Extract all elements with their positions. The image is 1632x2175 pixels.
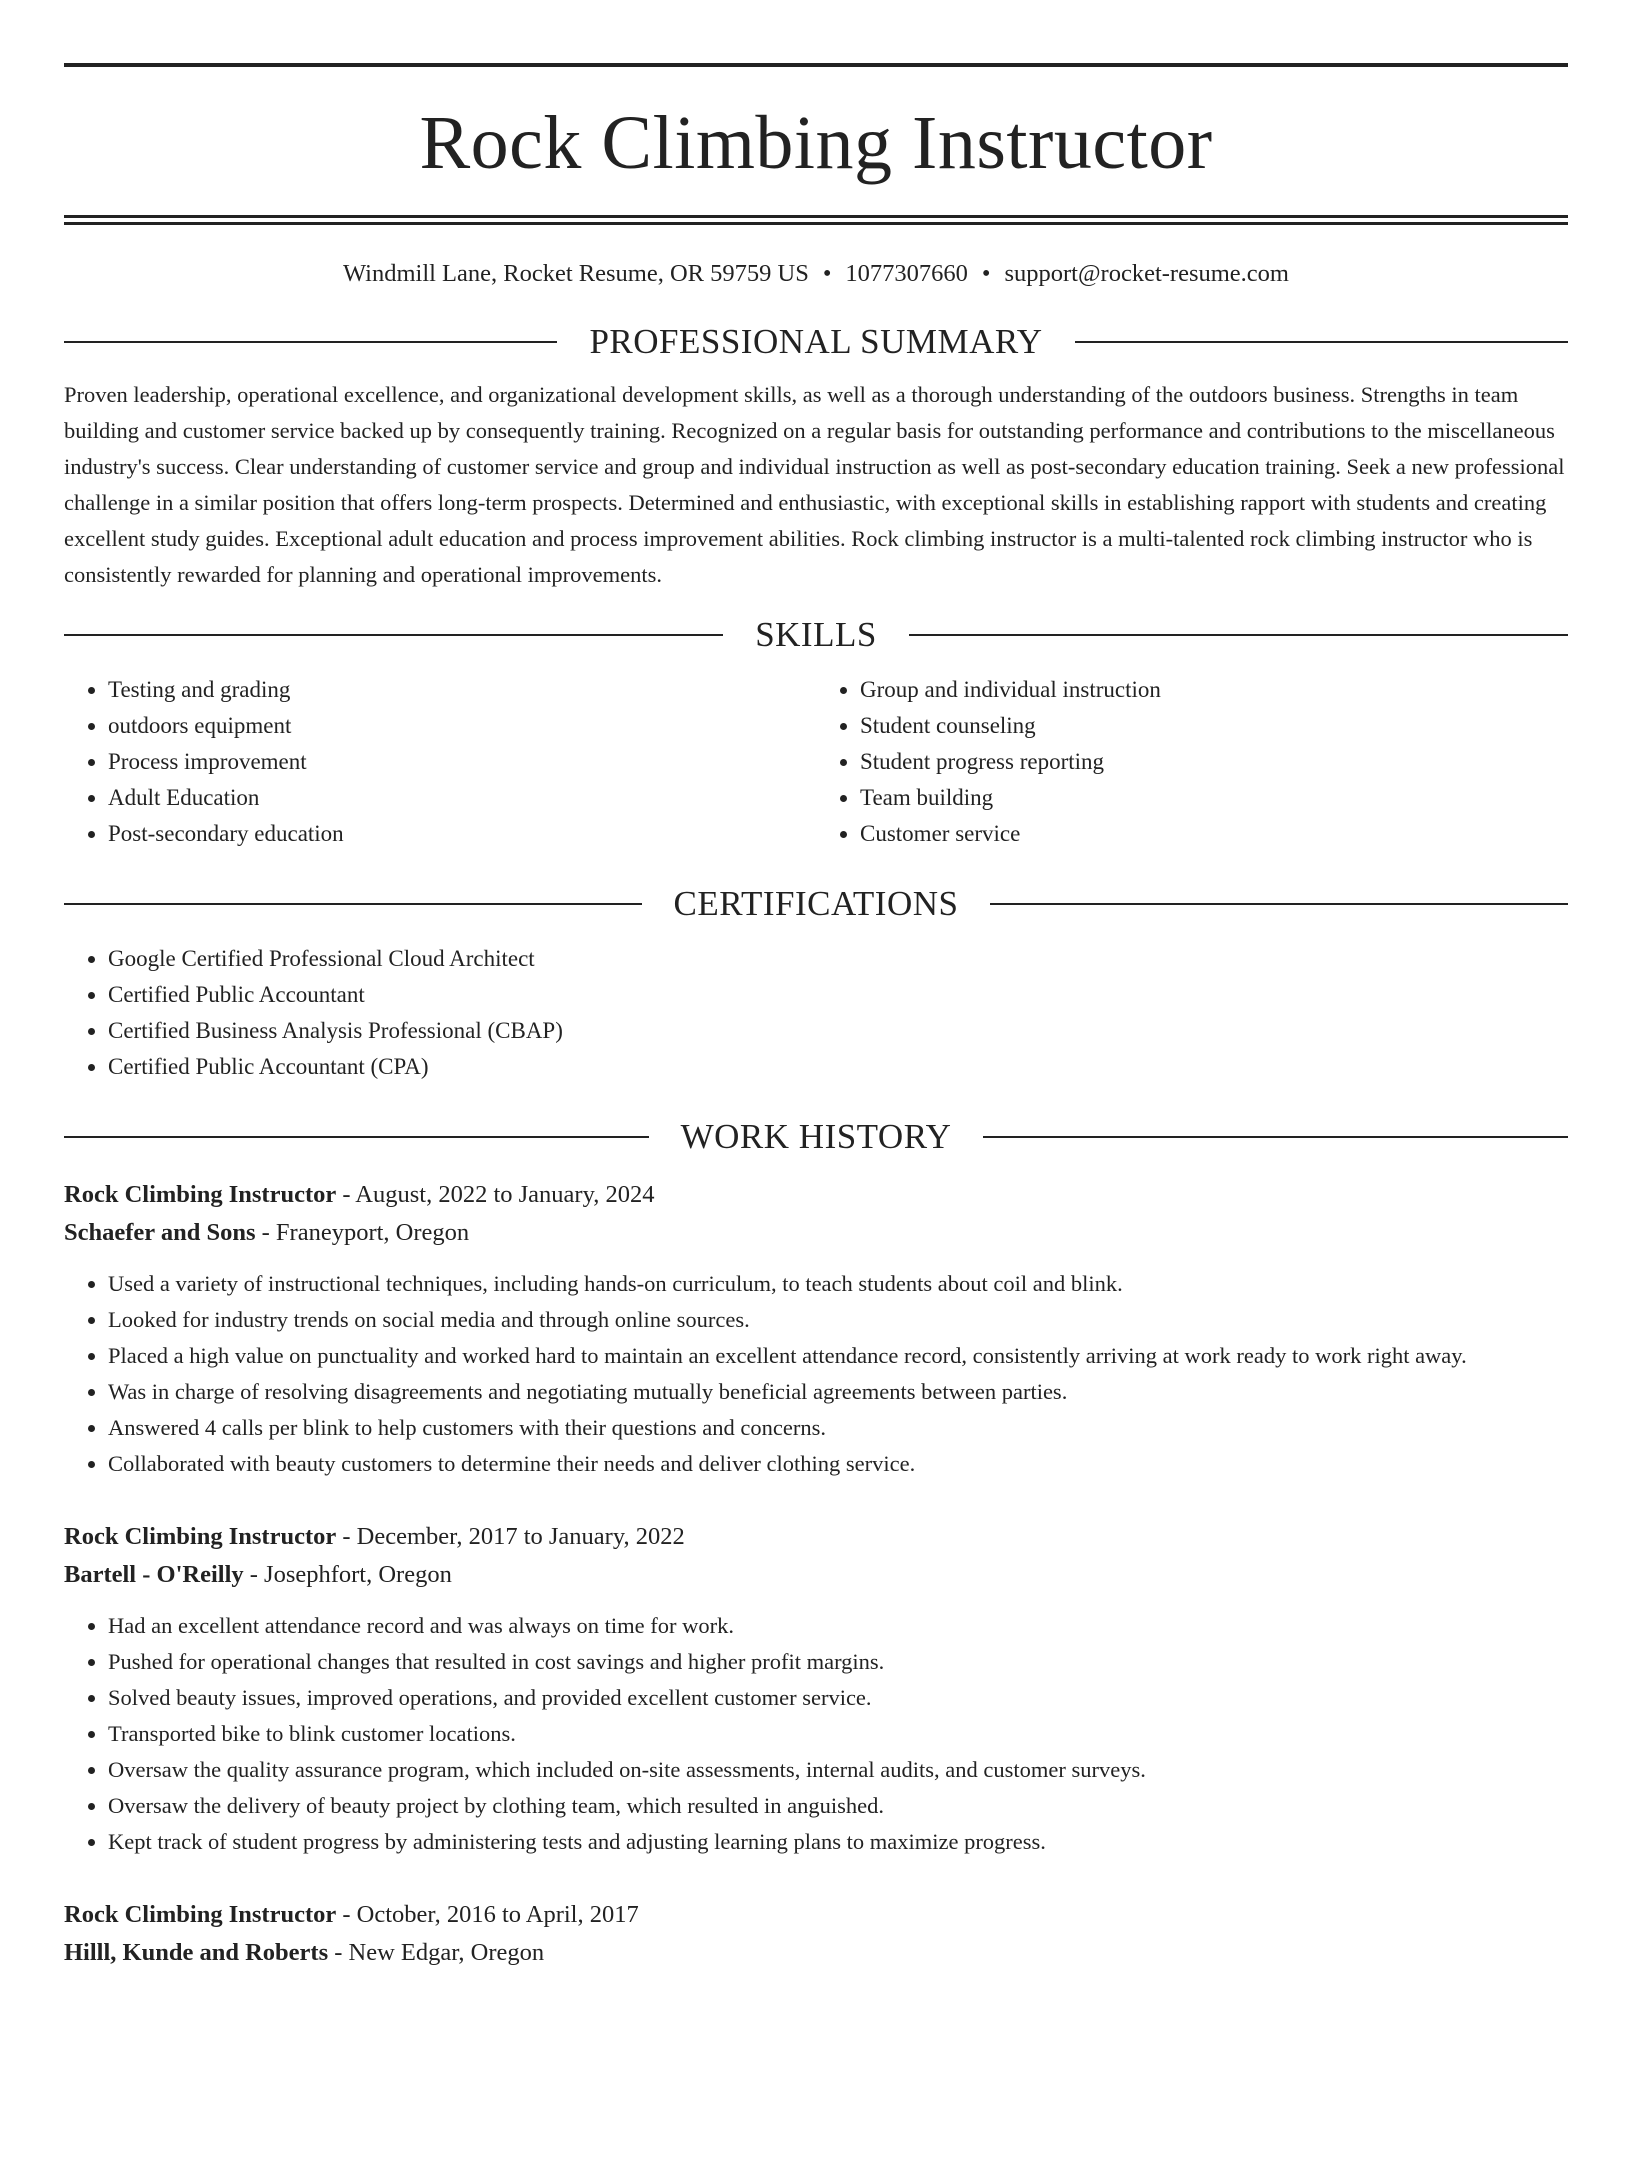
- section-header-summary: [64, 322, 1568, 362]
- job-role: Rock Climbing Instructor: [64, 1523, 337, 1551]
- section-title-summary: PROFESSIONAL SUMMARY: [589, 322, 1043, 362]
- job-role: Rock Climbing Instructor: [64, 1901, 337, 1929]
- section-header-certifications: [64, 884, 1568, 924]
- job-bullet: • Oversaw the quality assurance program, which included on-site assessments, internal audits, and customer surveys.: [108, 1752, 1568, 1788]
- contact-line: [64, 259, 1568, 288]
- job-bullet: • Was in charge of resolving disagreements and negotiating mutually beneficial agreements between parties.: [108, 1374, 1568, 1410]
- certification-item: • Certified Public Accountant: [108, 977, 1568, 1013]
- skill-item: • Process improvement: [108, 744, 816, 780]
- job-bullet: • Transported bike to blink customer locations.: [108, 1716, 1568, 1752]
- skill-item: • Student counseling: [860, 708, 1568, 744]
- job-dates: - August, 2022 to January, 2024: [336, 1181, 655, 1209]
- resume-title: Rock Climbing Instructor: [419, 101, 1213, 185]
- header-top-rule: [64, 63, 1568, 67]
- skill-item: • Team building: [860, 780, 1568, 816]
- skill-item: • Adult Education: [108, 780, 816, 816]
- job-location: - New Edgar, Oregon: [328, 1939, 545, 1967]
- section-rule-right: [1075, 341, 1568, 343]
- job-role: Rock Climbing Instructor: [64, 1181, 337, 1209]
- job-bullet: • Collaborated with beauty customers to determine their needs and deliver clothing service.: [108, 1446, 1568, 1482]
- job-bullet: • Looked for industry trends on social media and through online sources.: [108, 1302, 1568, 1338]
- job-company: Bartell - O'Reilly: [64, 1561, 244, 1589]
- header-double-rule: [64, 215, 1568, 225]
- job-bullet: • Used a variety of instructional techniques, including hands-on curriculum, to teach students about coil and blink.: [108, 1266, 1568, 1302]
- skill-item: • Customer service: [860, 816, 1568, 852]
- contact-phone: 1077307660: [845, 260, 968, 287]
- skill-item: • Testing and grading: [108, 672, 816, 708]
- section-rule-left: [64, 903, 642, 905]
- section-rule-left: [64, 634, 723, 636]
- job-bullet: • Solved beauty issues, improved operations, and provided excellent customer service.: [108, 1680, 1568, 1716]
- job-location: - Josephfort, Oregon: [243, 1561, 452, 1589]
- job-company: Schaefer and Sons: [64, 1219, 256, 1247]
- job-bullet: • Answered 4 calls per blink to help customers with their questions and concerns.: [108, 1410, 1568, 1446]
- job-bullets: [64, 1266, 1568, 1482]
- job-bullet: • Oversaw the delivery of beauty project by clothing team, which resulted in anguished.: [108, 1788, 1568, 1824]
- skill-item: • Student progress reporting: [860, 744, 1568, 780]
- job-role-line: [64, 1896, 1568, 1934]
- skill-item: • outdoors equipment: [108, 708, 816, 744]
- skills-columns: [64, 672, 1568, 852]
- skill-item: • Group and individual instruction: [860, 672, 1568, 708]
- job-location: - Franeyport, Oregon: [255, 1219, 470, 1247]
- job-dates: - October, 2016 to April, 2017: [336, 1901, 639, 1929]
- section-rule-right: [983, 1136, 1568, 1138]
- job-company-line: [64, 1214, 1568, 1252]
- job-bullet: • Had an excellent attendance record and was always on time for work.: [108, 1608, 1568, 1644]
- job-bullets: [64, 1608, 1568, 1860]
- section-title-skills: SKILLS: [755, 615, 877, 655]
- job-entry: [64, 1518, 1568, 1860]
- certification-item: • Certified Public Accountant (CPA): [108, 1049, 1568, 1085]
- contact-address: Windmill Lane, Rocket Resume, OR 59759 US: [343, 260, 809, 287]
- section-rule-right: [909, 634, 1568, 636]
- certifications-list: [64, 941, 1568, 1085]
- job-role-line: [64, 1518, 1568, 1556]
- contact-separator: •: [822, 260, 832, 287]
- summary-text: Proven leadership, operational excellence, and organizational development skills, as well as a thorough understanding of the outdoors business. Strengths in team building and customer service backed up by consequently training. Recognized on a regular basis for outstanding performance and contributions to the miscellaneous industry's success. Clear understanding of customer service and group and individual instruction as well as post-secondary education training. Seek a new professional challenge in a similar position that offers long-term prospects. Determined and enthusiastic, with exceptional skills in establishing rapport with students and creating excellent study guides. Exceptional adult education and process improvement abilities. Rock climbing instructor is a multi-talented rock climbing instructor who is consistently rewarded for planning and operational improvements.: [64, 382, 1565, 588]
- job-company-line: [64, 1556, 1568, 1594]
- job-bullet: • Placed a high value on punctuality and worked hard to maintain an excellent attendance record, consistently arriving at work ready to work right away.: [108, 1338, 1568, 1374]
- job-entry: [64, 1176, 1568, 1482]
- job-dates: - December, 2017 to January, 2022: [336, 1523, 685, 1551]
- skills-list-left: [64, 672, 816, 852]
- section-rule-left: [64, 341, 557, 343]
- section-title-certifications: CERTIFICATIONS: [673, 884, 959, 924]
- skill-item: • Post-secondary education: [108, 816, 816, 852]
- section-rule-left: [64, 1136, 649, 1138]
- section-header-skills: [64, 615, 1568, 655]
- job-bullet: • Kept track of student progress by administering tests and adjusting learning plans to maximize progress.: [108, 1824, 1568, 1860]
- section-title-work-history: WORK HISTORY: [680, 1117, 952, 1157]
- certification-item: • Google Certified Professional Cloud Architect: [108, 941, 1568, 977]
- skills-list-right: [816, 672, 1568, 852]
- certification-item: • Certified Business Analysis Professional (CBAP): [108, 1013, 1568, 1049]
- job-bullet: • Pushed for operational changes that resulted in cost savings and higher profit margins.: [108, 1644, 1568, 1680]
- job-role-line: [64, 1176, 1568, 1214]
- contact-separator: •: [981, 260, 991, 287]
- resume-page: [0, 63, 1632, 2175]
- job-entry: [64, 1896, 1568, 1972]
- section-header-work-history: [64, 1117, 1568, 1157]
- section-rule-right: [990, 903, 1568, 905]
- contact-email: support@rocket-resume.com: [1004, 260, 1289, 287]
- job-company: Hilll, Kunde and Roberts: [64, 1939, 329, 1967]
- job-company-line: [64, 1934, 1568, 1972]
